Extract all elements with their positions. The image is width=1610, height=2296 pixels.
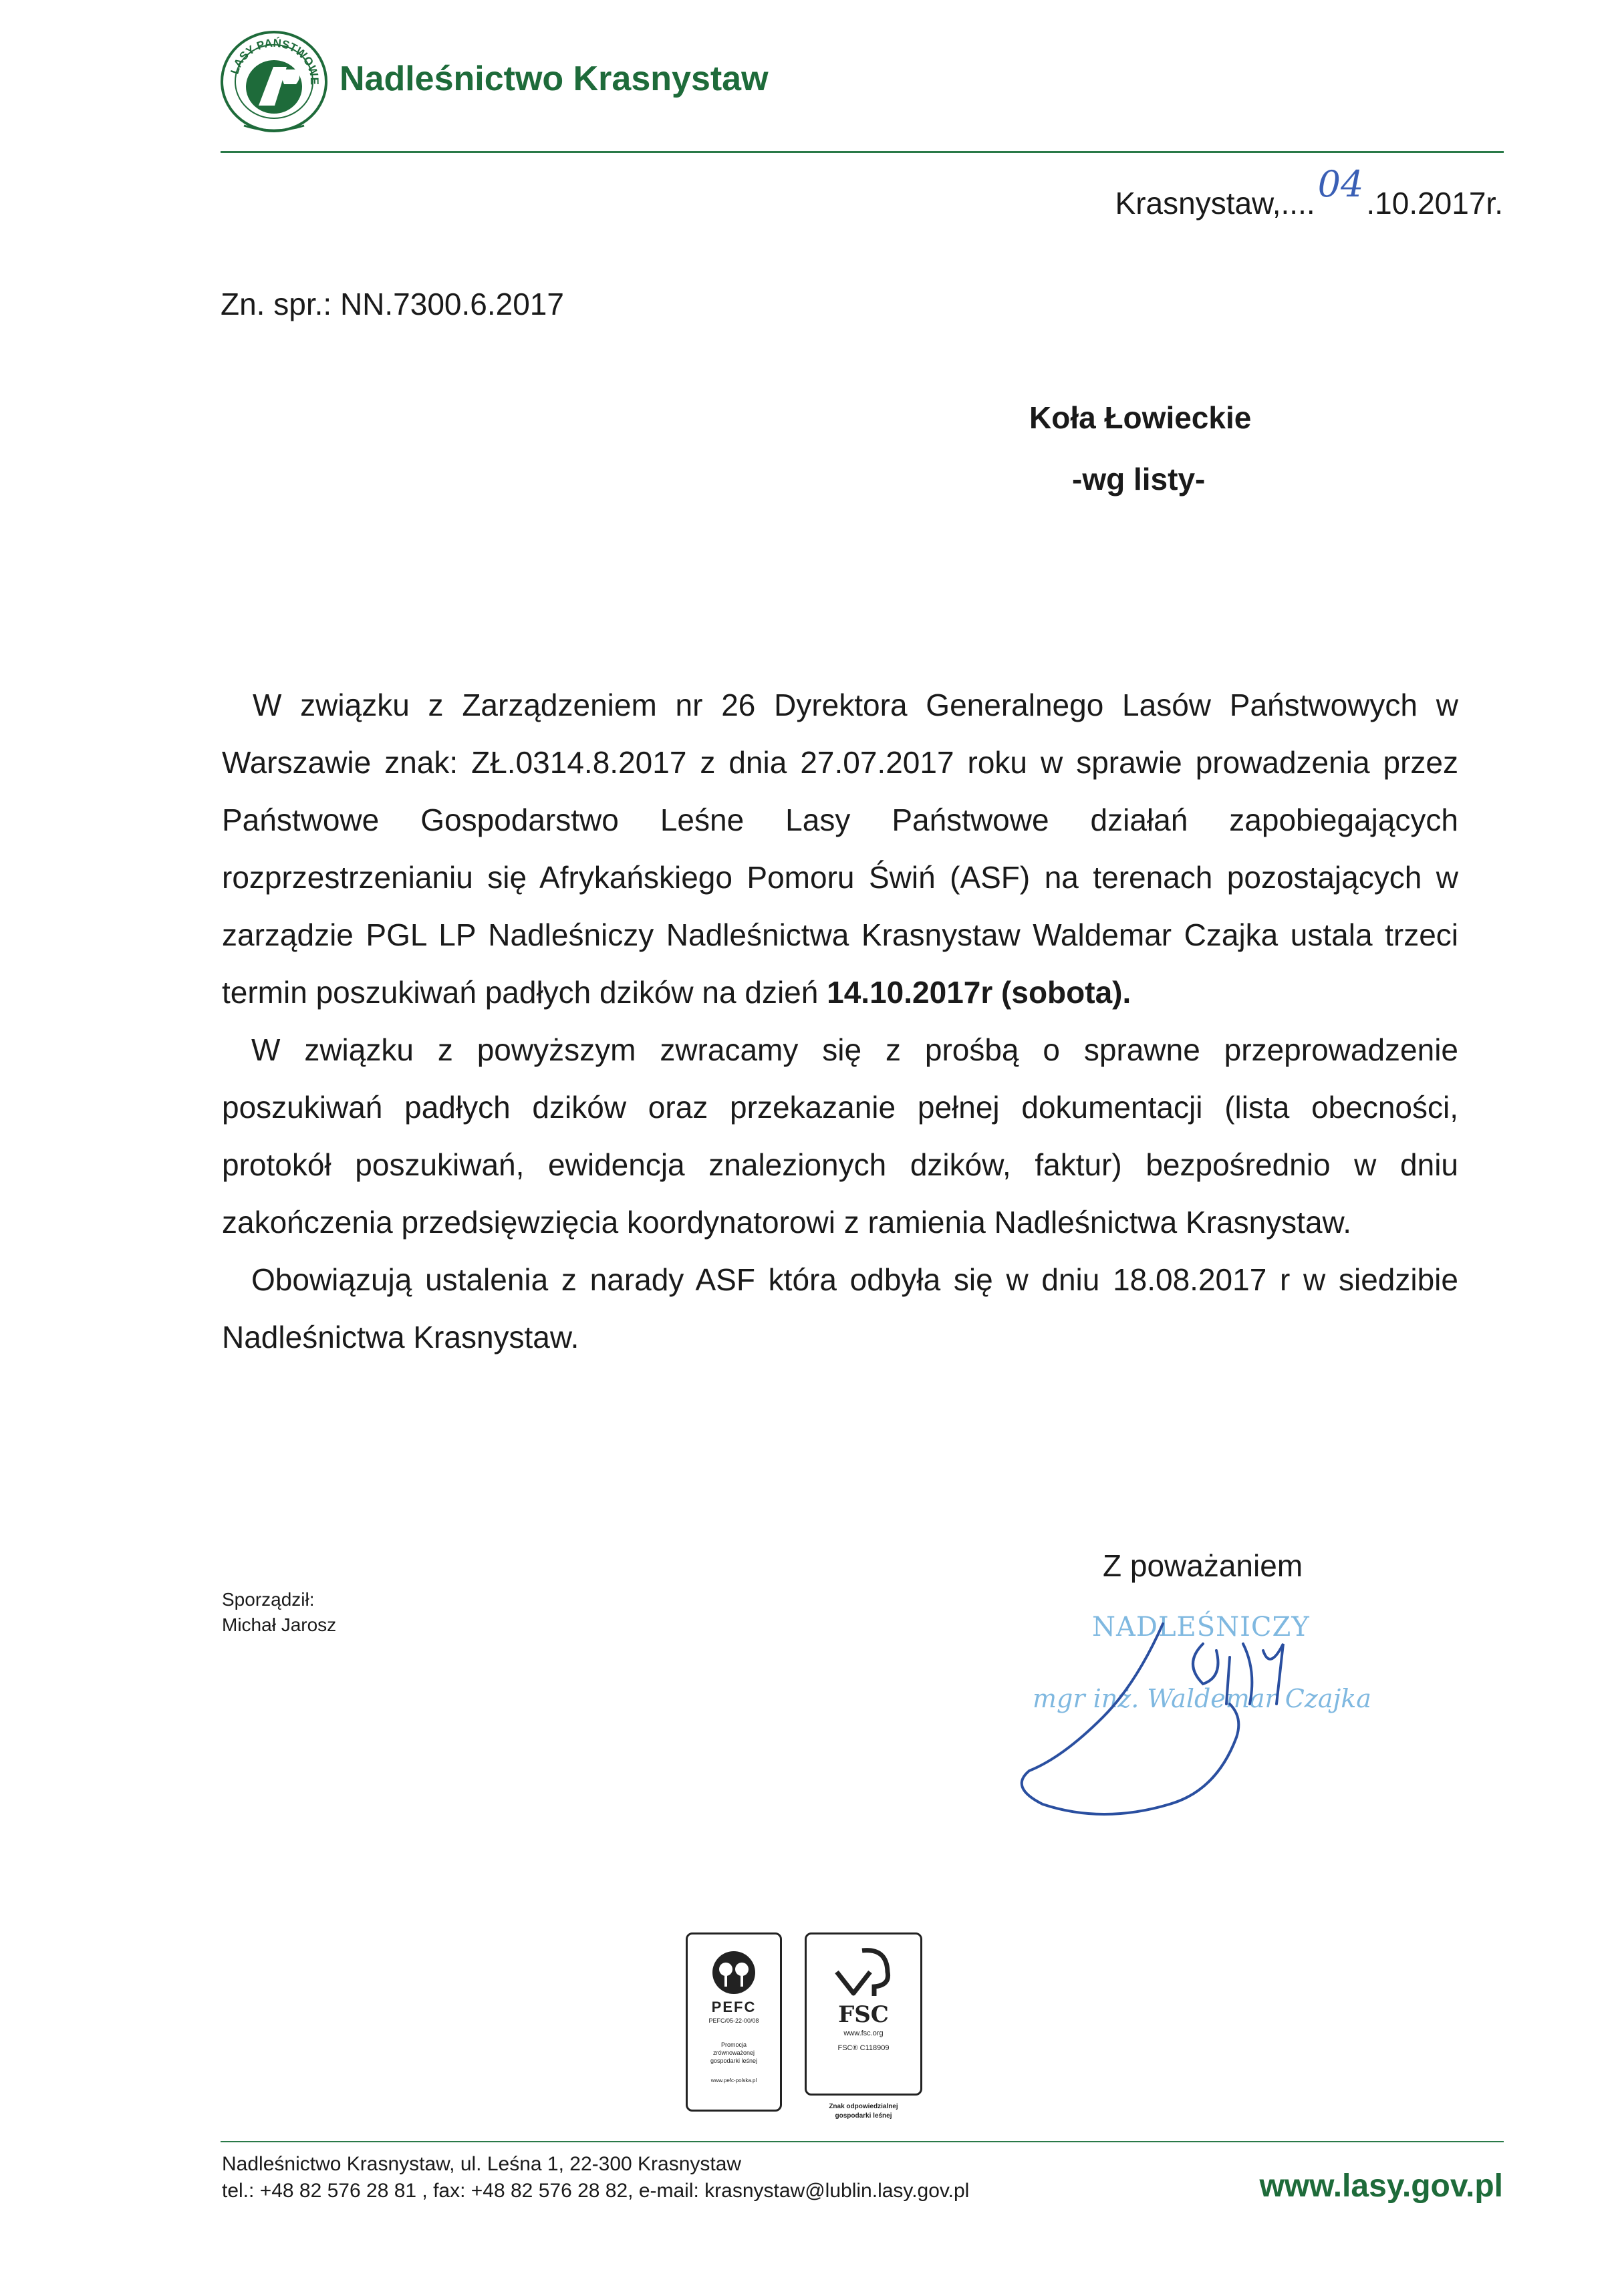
pefc-certification-logo [686, 1932, 782, 2112]
prepared-by-name: Michał Jarosz [222, 1614, 337, 1635]
fsc-desc-2: gospodarki leśnej [835, 2112, 892, 2120]
svg-text:LASY PAŃSTWOWE: LASY PAŃSTWOWE [228, 36, 321, 86]
date-dots: .... [1281, 186, 1315, 221]
body-paragraph-1-text: W związku z Zarządzeniem nr 26 Dyrektora Generalnego Lasów Państwowych w Warszawie znak: ZŁ.0314.8.2017 z dnia 27.07.2017 roku w sprawie prowadzenia przez Państwowe Gospodarstwo Leśne Lasy Państwowe działań zapobiegających rozprzestrzenianiu się Afrykańskiego Pomoru Świń (ASF) na terenach pozostających w zarządzie PGL LP Nadleśniczy Nadleśnictwa Krasnystaw Waldemar Czajka ustala trzeci termin poszukiwań padłych dzików na dzień [222, 688, 1458, 1010]
date-day-handwritten: 04 [1317, 163, 1364, 205]
fsc-code: FSC® C118909 [837, 2044, 890, 2052]
fsc-desc-1: Znak odpowiedzialnej [829, 2103, 898, 2110]
body-paragraph-2: W związku z powyższym zwracamy się z prośbą o sprawne przeprowadzenie poszukiwań padłych dzików oraz przekazanie pełnej dokumentacji (lista obecności, protokół poszukiwań, ewidencja znalezionych dzików, faktur) bezpośrednio w dniu zakończenia przedsięwzięcia koordynatorowi z ramienia Nadleśnictwa Krasnystaw. [222, 1032, 1458, 1240]
pefc-desc-1: Promocja [720, 2041, 747, 2048]
body-paragraph-1-date: 14.10.2017r (sobota). [827, 975, 1131, 1010]
letter-body [222, 676, 1458, 1366]
letter-date [1115, 163, 1503, 223]
footer-divider [221, 2141, 1504, 2142]
footer-address: Nadleśnictwo Krasnystaw, ul. Leśna 1, 22-300 Krasnystaw [222, 2153, 742, 2175]
body-paragraph-3: Obowiązują ustalenia z narady ASF która odbyła się w dniu 18.08.2017 r w siedzibie Nadleśnictwa Krasnystaw. [222, 1262, 1458, 1354]
recipient-line-1: Koła Łowieckie [1029, 400, 1252, 435]
date-suffix: .10.2017r. [1366, 186, 1503, 221]
pefc-code: PEFC/05-22-00/08 [708, 2017, 759, 2024]
pefc-desc-2: zrównoważonej [712, 2049, 755, 2056]
organization-name: Nadleśnictwo Krasnystaw [340, 59, 769, 98]
handwritten-signature [1002, 1604, 1350, 1824]
pefc-desc-3: gospodarki leśnej [710, 2057, 758, 2064]
fsc-url: www.fsc.org [843, 2029, 884, 2037]
closing-salutation: Z poważaniem [1103, 1548, 1303, 1583]
stamp-title: NADLEŚNICZY [1092, 1612, 1310, 1642]
case-reference: Zn. spr.: NN.7300.6.2017 [221, 287, 564, 321]
header-divider [221, 151, 1504, 153]
footer-website-link[interactable]: www.lasy.gov.pl [1259, 2168, 1503, 2204]
stamp-name: mgr inż. Waldemar Czajka [1033, 1684, 1371, 1713]
footer-contact: tel.: +48 82 576 28 81 , fax: +48 82 576 28 82, e-mail: krasnystaw@lublin.lasy.gov.pl [222, 2180, 970, 2202]
fsc-certification-logo [805, 1932, 922, 2120]
recipient-line-2: -wg listy- [1072, 462, 1206, 496]
pefc-url: www.pefc-polska.pl [710, 2077, 757, 2084]
fsc-tree-check-icon [830, 1945, 897, 1999]
body-paragraph-1 [222, 676, 1458, 1021]
prepared-by-label: Sporządził: [222, 1589, 315, 1610]
lasy-panstwowe-logo [217, 28, 331, 135]
pefc-name: PEFC [711, 1999, 757, 2015]
date-prefix: Krasnystaw, [1115, 186, 1281, 221]
pefc-trees-icon [707, 1949, 761, 1996]
fsc-name: FSC [838, 2001, 889, 2028]
